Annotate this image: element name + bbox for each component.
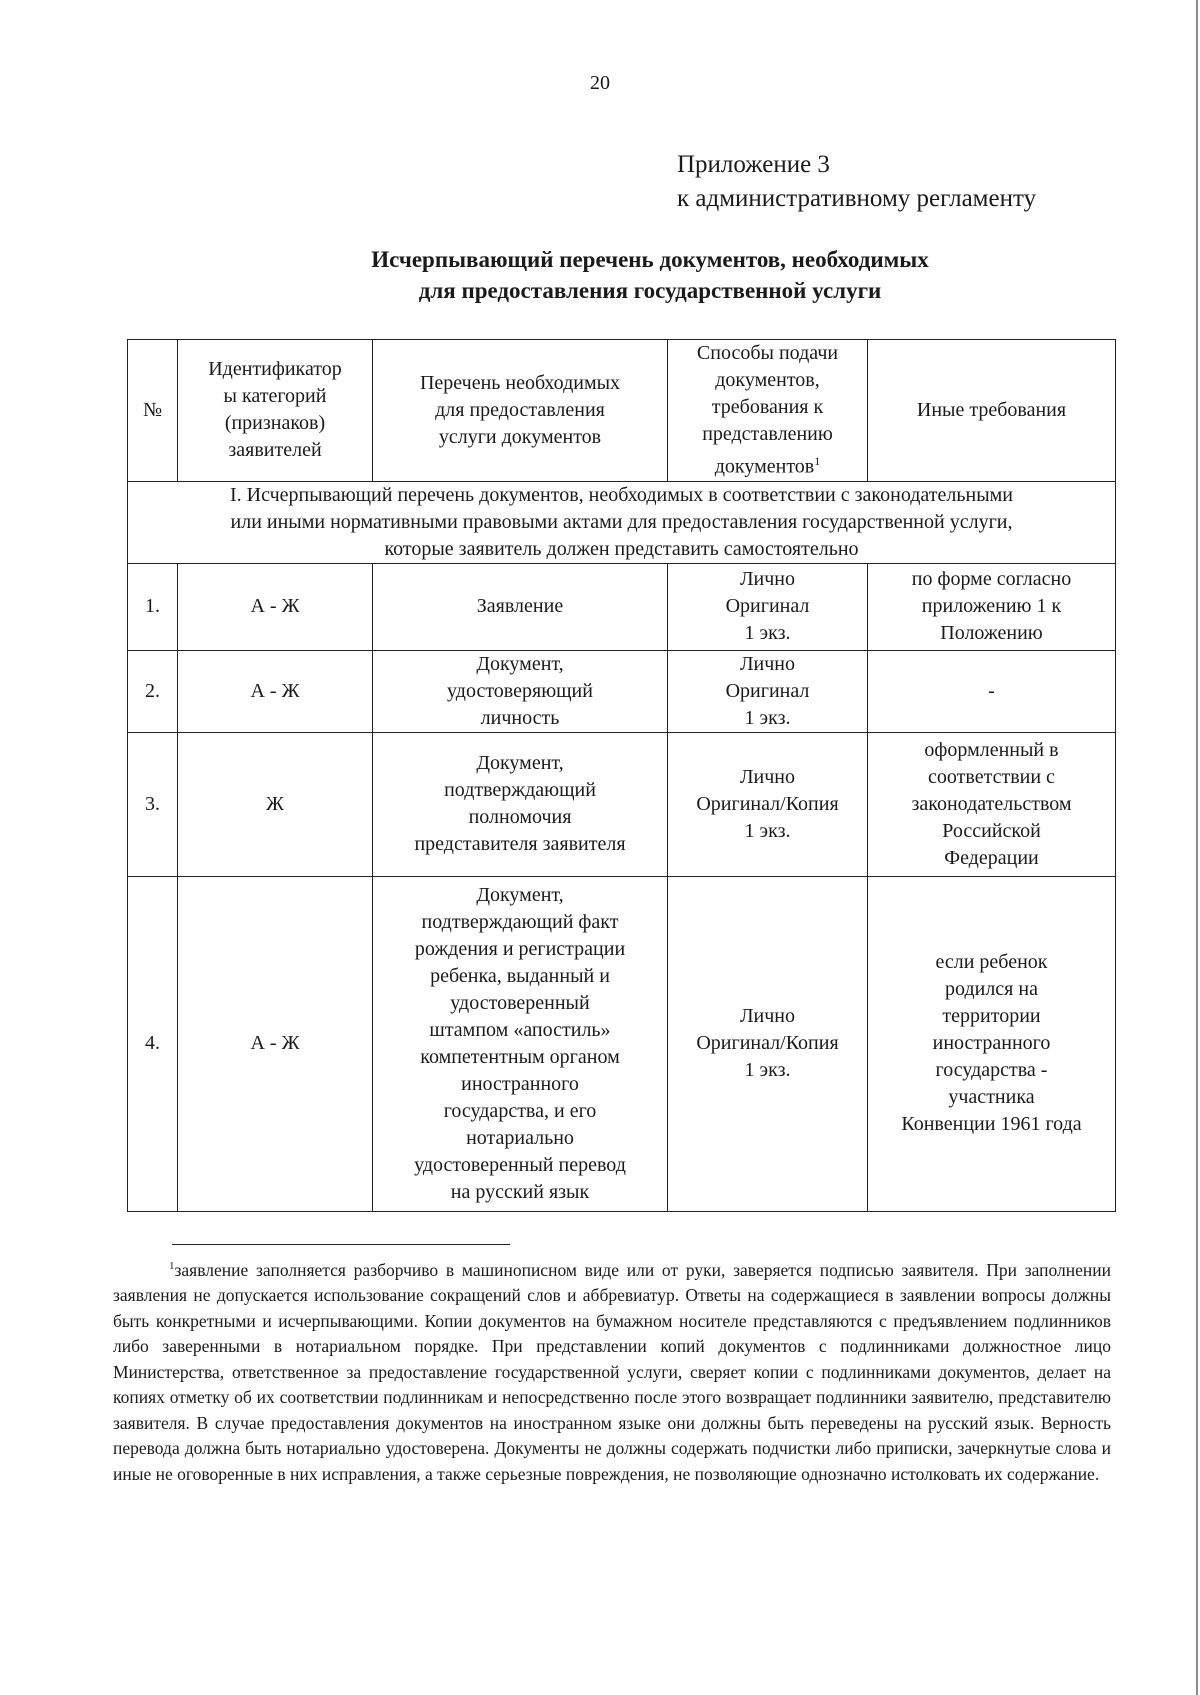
- cell-line: подтверждающий: [444, 779, 596, 802]
- cell-line: представителя заявителя: [414, 833, 626, 856]
- row-category: А - Ж: [178, 650, 373, 732]
- document-title-line-2: для предоставления государственной услуги: [418, 278, 882, 303]
- cell-line: законодательством: [911, 792, 1072, 815]
- cell-line: государства -: [935, 1059, 1048, 1082]
- row-other-requirements: [868, 732, 1116, 876]
- cell-line: Оригинал/Копия: [696, 792, 839, 815]
- footnote-marker: 1: [169, 1260, 175, 1272]
- appendix-heading: [677, 148, 1036, 216]
- table-row: [128, 876, 1116, 1211]
- cell-line: Лично: [739, 568, 796, 591]
- cell-line: 1 экз.: [744, 622, 791, 645]
- cell-line: 1 экз.: [744, 819, 791, 842]
- row-method: [668, 876, 868, 1211]
- row-method: [668, 650, 868, 732]
- cell-line: документов,: [715, 369, 820, 391]
- row-document: [373, 563, 668, 650]
- cell-line: иностранного: [461, 1072, 579, 1095]
- cell-line: иностранного: [932, 1032, 1051, 1055]
- cell-line: штампом «апостиль»: [429, 1018, 611, 1041]
- table-row: [128, 563, 1116, 650]
- cell-line: 1 экз.: [744, 706, 791, 729]
- cell-line: полномочия: [468, 806, 572, 829]
- cell-line: по форме согласно: [911, 568, 1072, 591]
- document-title: [0, 244, 1200, 306]
- cell-line: Оригинал/Копия: [696, 1032, 839, 1055]
- table-header-row: [128, 340, 1116, 482]
- cell-line: Заявление: [476, 595, 564, 618]
- cell-line: Положению: [940, 622, 1043, 645]
- cell-line: для предоставления: [435, 398, 605, 421]
- header-documents: [373, 340, 668, 482]
- cell-line: Федерации: [944, 846, 1039, 869]
- cell-line: Лично: [739, 1005, 796, 1028]
- cell-line: или иными нормативными правовыми актами для предоставления государственной услуги,: [230, 510, 1013, 533]
- row-number: 4.: [128, 876, 178, 1211]
- section-title: [128, 481, 1116, 563]
- cell-line: приложению 1 к: [921, 595, 1062, 618]
- row-other-requirements: [868, 650, 1116, 732]
- row-category: А - Ж: [178, 876, 373, 1211]
- cell-line: Документ,: [476, 752, 564, 775]
- row-other-requirements: [868, 563, 1116, 650]
- row-category: А - Ж: [178, 563, 373, 650]
- cell-line: Лично: [739, 765, 796, 788]
- row-document: [373, 650, 668, 732]
- cell-line: документов$^1$: [714, 454, 821, 478]
- cell-line: 1 экз.: [744, 1059, 791, 1082]
- cell-line: оформленный в: [924, 738, 1059, 761]
- cell-line: личность: [480, 706, 560, 729]
- cell-line: компетентным органом: [420, 1045, 620, 1068]
- cell-line: Перечень необходимых: [419, 371, 621, 394]
- header-other: Иные требования: [868, 340, 1116, 482]
- cell-line: Идентификатор: [208, 358, 342, 381]
- header-identifier: [178, 340, 373, 482]
- cell-line: требования к: [711, 396, 824, 418]
- cell-line: которые заявитель должен представить самостоятельно: [384, 537, 859, 560]
- row-method: [668, 563, 868, 650]
- table-row: [128, 732, 1116, 876]
- page-number: 20: [590, 72, 610, 94]
- appendix-line-1: Приложение 3: [677, 151, 830, 178]
- cell-line: ы категорий: [223, 385, 327, 408]
- cell-line: Российской: [942, 819, 1041, 842]
- cell-line: если ребенок: [935, 951, 1048, 974]
- cell-line: удостоверяющий: [447, 679, 593, 702]
- row-document: [373, 732, 668, 876]
- cell-line: удостоверенный перевод: [414, 1153, 626, 1176]
- cell-line: на русский язык: [450, 1180, 590, 1203]
- table-row: [128, 650, 1116, 732]
- cell-line: представлению: [702, 423, 833, 445]
- documents-table: [127, 339, 1116, 1212]
- row-number: 3.: [128, 732, 178, 876]
- cell-line: родился на: [945, 978, 1038, 1001]
- row-other-requirements: [868, 876, 1116, 1211]
- appendix-line-2: к административному регламенту: [677, 185, 1037, 212]
- cell-line: территории: [942, 1005, 1041, 1028]
- cell-line: участника: [948, 1086, 1035, 1109]
- cell-line: Документ,: [476, 883, 564, 906]
- row-document: [373, 876, 668, 1211]
- row-number: 2.: [128, 650, 178, 732]
- cell-line: Оригинал: [725, 595, 810, 618]
- row-number: 1.: [128, 563, 178, 650]
- cell-line: заявителей: [228, 439, 322, 462]
- header-methods: [668, 340, 868, 482]
- header-methods-text: [672, 340, 863, 481]
- cell-line: Оригинал: [725, 679, 810, 702]
- cell-line: удостоверенный: [450, 991, 590, 1014]
- header-footnote-marker: 1: [814, 454, 821, 468]
- row-category: Ж: [178, 732, 373, 876]
- cell-line: -: [988, 679, 995, 702]
- cell-line: соответствии с: [928, 765, 1055, 788]
- section-row: [128, 481, 1116, 563]
- row-method: [668, 732, 868, 876]
- cell-line: I. Исчерпывающий перечень документов, необходимых в соответствии с законодательными: [230, 483, 1013, 506]
- cell-line: услуги документов: [438, 425, 602, 448]
- footnote-divider: [172, 1244, 510, 1245]
- footnote: [113, 1254, 1111, 1487]
- document-title-line-1: Исчерпывающий перечень документов, необходимых: [371, 247, 929, 272]
- footnote-text: заявление заполняется разборчиво в машинописном виде или от руки, заверяется подписью заявителя. При заполнении заявления не допускается использование сокращений слов и аббревиатур. Ответы на содержащиеся в заявлении вопросы должны быть конкретными и исчерпывающими. Копии документов на бумажном носителе представляются с предъявлением подлинников либо заверенными в нотариальном порядке. При представлении копий документов с подлинниками должностное лицо Министерства, ответственное за предоставление государственной услуги, сверяет копии с подлинниками документов, делает на копиях отметку об их соответствии подлинникам и непосредственно после этого возвращает подлинники заявителю, представителю заявителя. В случае предоставления документов на иностранном языке они должны быть переведены на русский язык. Верность перевода должна быть нотариально удостоверена. Документы не должны содержать подчистки либо приписки, зачеркнутые слова и иные не оговоренные в них исправления, а также серьезные повреждения, не позволяющие однозначно истолковать их содержание.: [113, 1259, 1111, 1484]
- cell-line: ребенка, выданный и: [430, 964, 610, 987]
- cell-line: (признаков): [224, 412, 326, 435]
- cell-line: Способы подачи: [696, 342, 839, 364]
- header-number: №: [128, 340, 178, 482]
- cell-line: Лично: [739, 652, 796, 675]
- cell-line: нотариально: [466, 1126, 574, 1149]
- cell-line: подтверждающий факт: [421, 910, 619, 933]
- cell-line: рождения и регистрации: [414, 937, 626, 960]
- cell-line: государства, и его: [443, 1099, 597, 1122]
- cell-line: Конвенции 1961 года: [901, 1113, 1082, 1136]
- cell-line: Документ,: [476, 652, 564, 675]
